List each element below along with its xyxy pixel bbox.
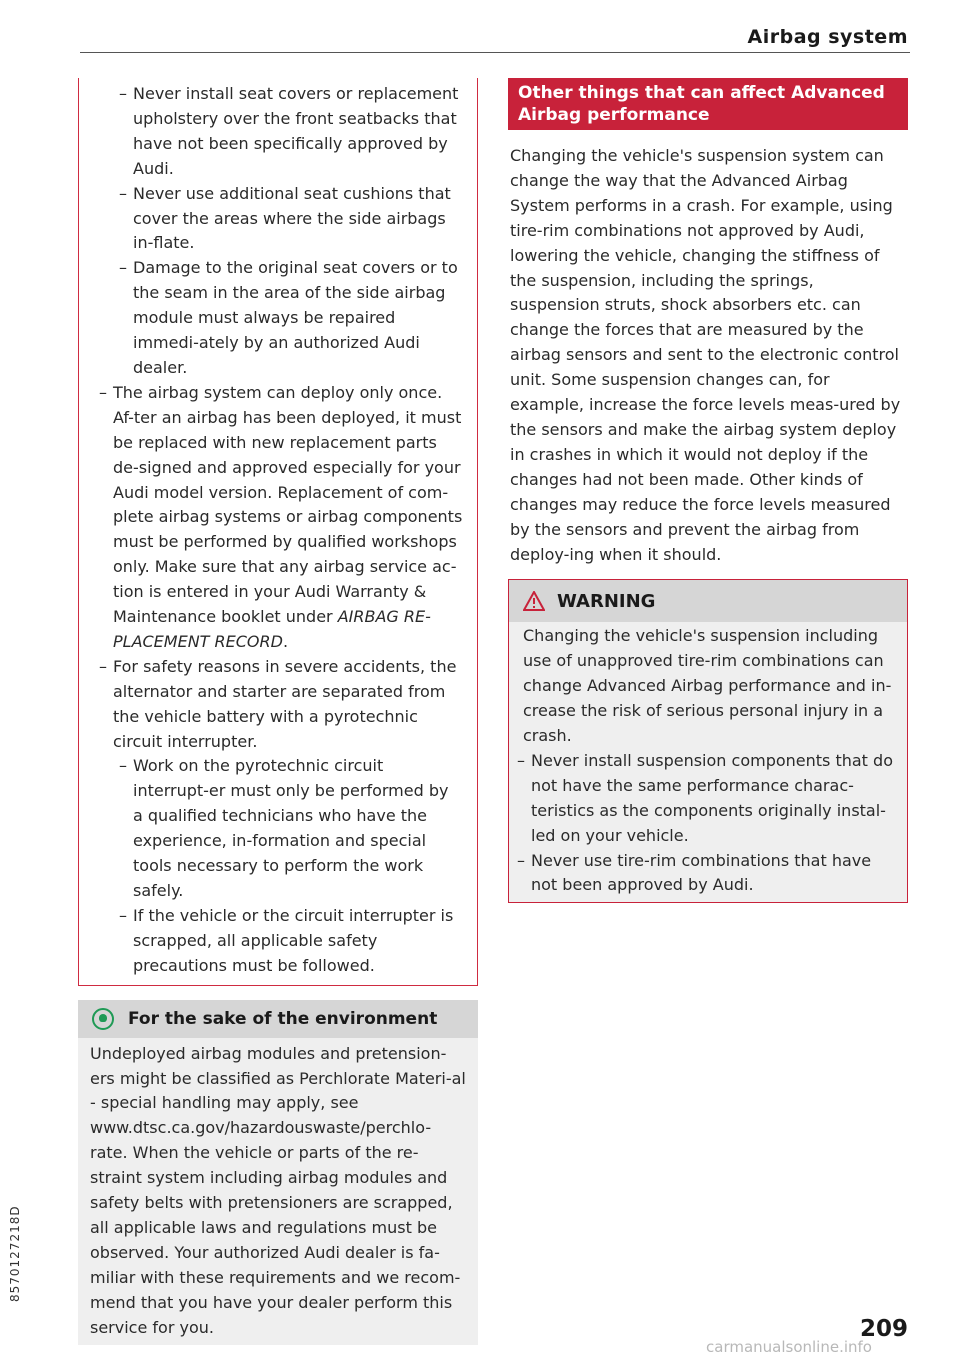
list-item-text: The airbag system can deploy only once. Af-ter an airbag has been deployed, it must be replaced with new replacement parts de-signed and approved especially for your Audi model version. Replacement of com-plete airbag systems or airbag components must be performed by qualified workshops only. Make sure that any airbag service ac-tion is entered in your Audi Warranty & Maintenance booklet under [113,382,463,627]
list-item [93,381,463,655]
running-header: Airbag system [747,26,908,48]
page-number: 209 [859,1316,908,1342]
list-item-tail: . [282,631,289,651]
warning-body [509,622,907,902]
environment-note-header [78,1000,478,1038]
warning-item: – Never use tire-rim combinations that have not been approved by Audi. [523,849,895,899]
environment-note-title: For the sake of the environment [128,1008,438,1029]
list-item: – For safety reasons in severe accidents, the alternator and starter are separated from the vehicle battery with a pyrotechnic circuit interrupter. [93,655,463,755]
section-title: Other things that can affect Advanced Airbag performance [508,78,908,130]
right-column [508,78,908,903]
left-column [78,78,478,1345]
environment-leaf-icon [92,1008,114,1030]
continued-warning-box [78,78,478,986]
section-paragraph: Changing the vehicle's suspension system can change the way that the Advanced Airbag System performs in a crash. For example, using tire-rim combinations not approved by Audi, lowering the vehicle, changing the stiffness of the suspension, including the springs, suspension struts, shock absorbers etc. can change the forces that are measured by the airbag sensors and sent to the electronic control unit. Some suspension changes can, for example, increase the force levels meas-ured by the sensors and make the airbag system deploy in crashes in which it would not deploy if the changes had not been made. Other kinds of changes may reduce the force levels measured by the sensors and prevent the airbag from deploy-ing when it should. [510,146,901,564]
environment-note-text: Undeployed airbag modules and pretension-ers might be classified as Perchlorate Materi-al - special handling may apply, see www.dtsc.ca.gov/hazardouswaste/perchlo-rate. When the vehicle or parts of the re-straint system including airbag modules and safety belts with pretensioners are scrapped, all applicable laws and regulations must be observed. Your authorized Audi dealer is fa-miliar with these requirements and we recom-mend that you have your dealer perform this service for you. [90,1043,466,1337]
header-rule [80,52,910,53]
warning-title: WARNING [557,590,656,612]
warning-triangle-icon [523,591,545,611]
warning-item: – Never install suspension components that do not have the same performance charac-teristics as the components originally instal-led on your vehicle. [523,749,895,849]
watermark: carmanualsonline.info [706,1338,872,1356]
list-item: – Work on the pyrotechnic circuit interrupt-er must only be performed by a qualified technicians who have the experience, in-formation and special tools necessary to perform the work safely. [117,754,463,903]
list-item: – Damage to the original seat covers or to the seam in the area of the side airbag module must always be repaired immedi-ately by an authorized Audi dealer. [117,256,463,381]
list-item: – Never use additional seat cushions that cover the areas where the side airbags in-flate. [117,182,463,257]
list-item: – Never install seat covers or replacement upholstery over the front seatbacks that have not been specifically approved by Audi. [117,82,463,182]
warning-header [509,580,907,622]
section-body [508,130,908,567]
warning-intro: Changing the vehicle's suspension including use of unapproved tire-rim combinations can change Advanced Airbag performance and in-crease the risk of serious personal injury in a crash. [523,626,892,746]
document-code: 8570127218D [8,1205,22,1302]
environment-note-body [78,1038,478,1345]
warning-box [508,579,908,903]
record-name: AIRBAG RE-PLACEMENT RECORD [113,607,431,651]
list-item: – If the vehicle or the circuit interrupter is scrapped, all applicable safety precautions must be followed. [117,904,463,979]
environment-note [78,1000,478,1345]
